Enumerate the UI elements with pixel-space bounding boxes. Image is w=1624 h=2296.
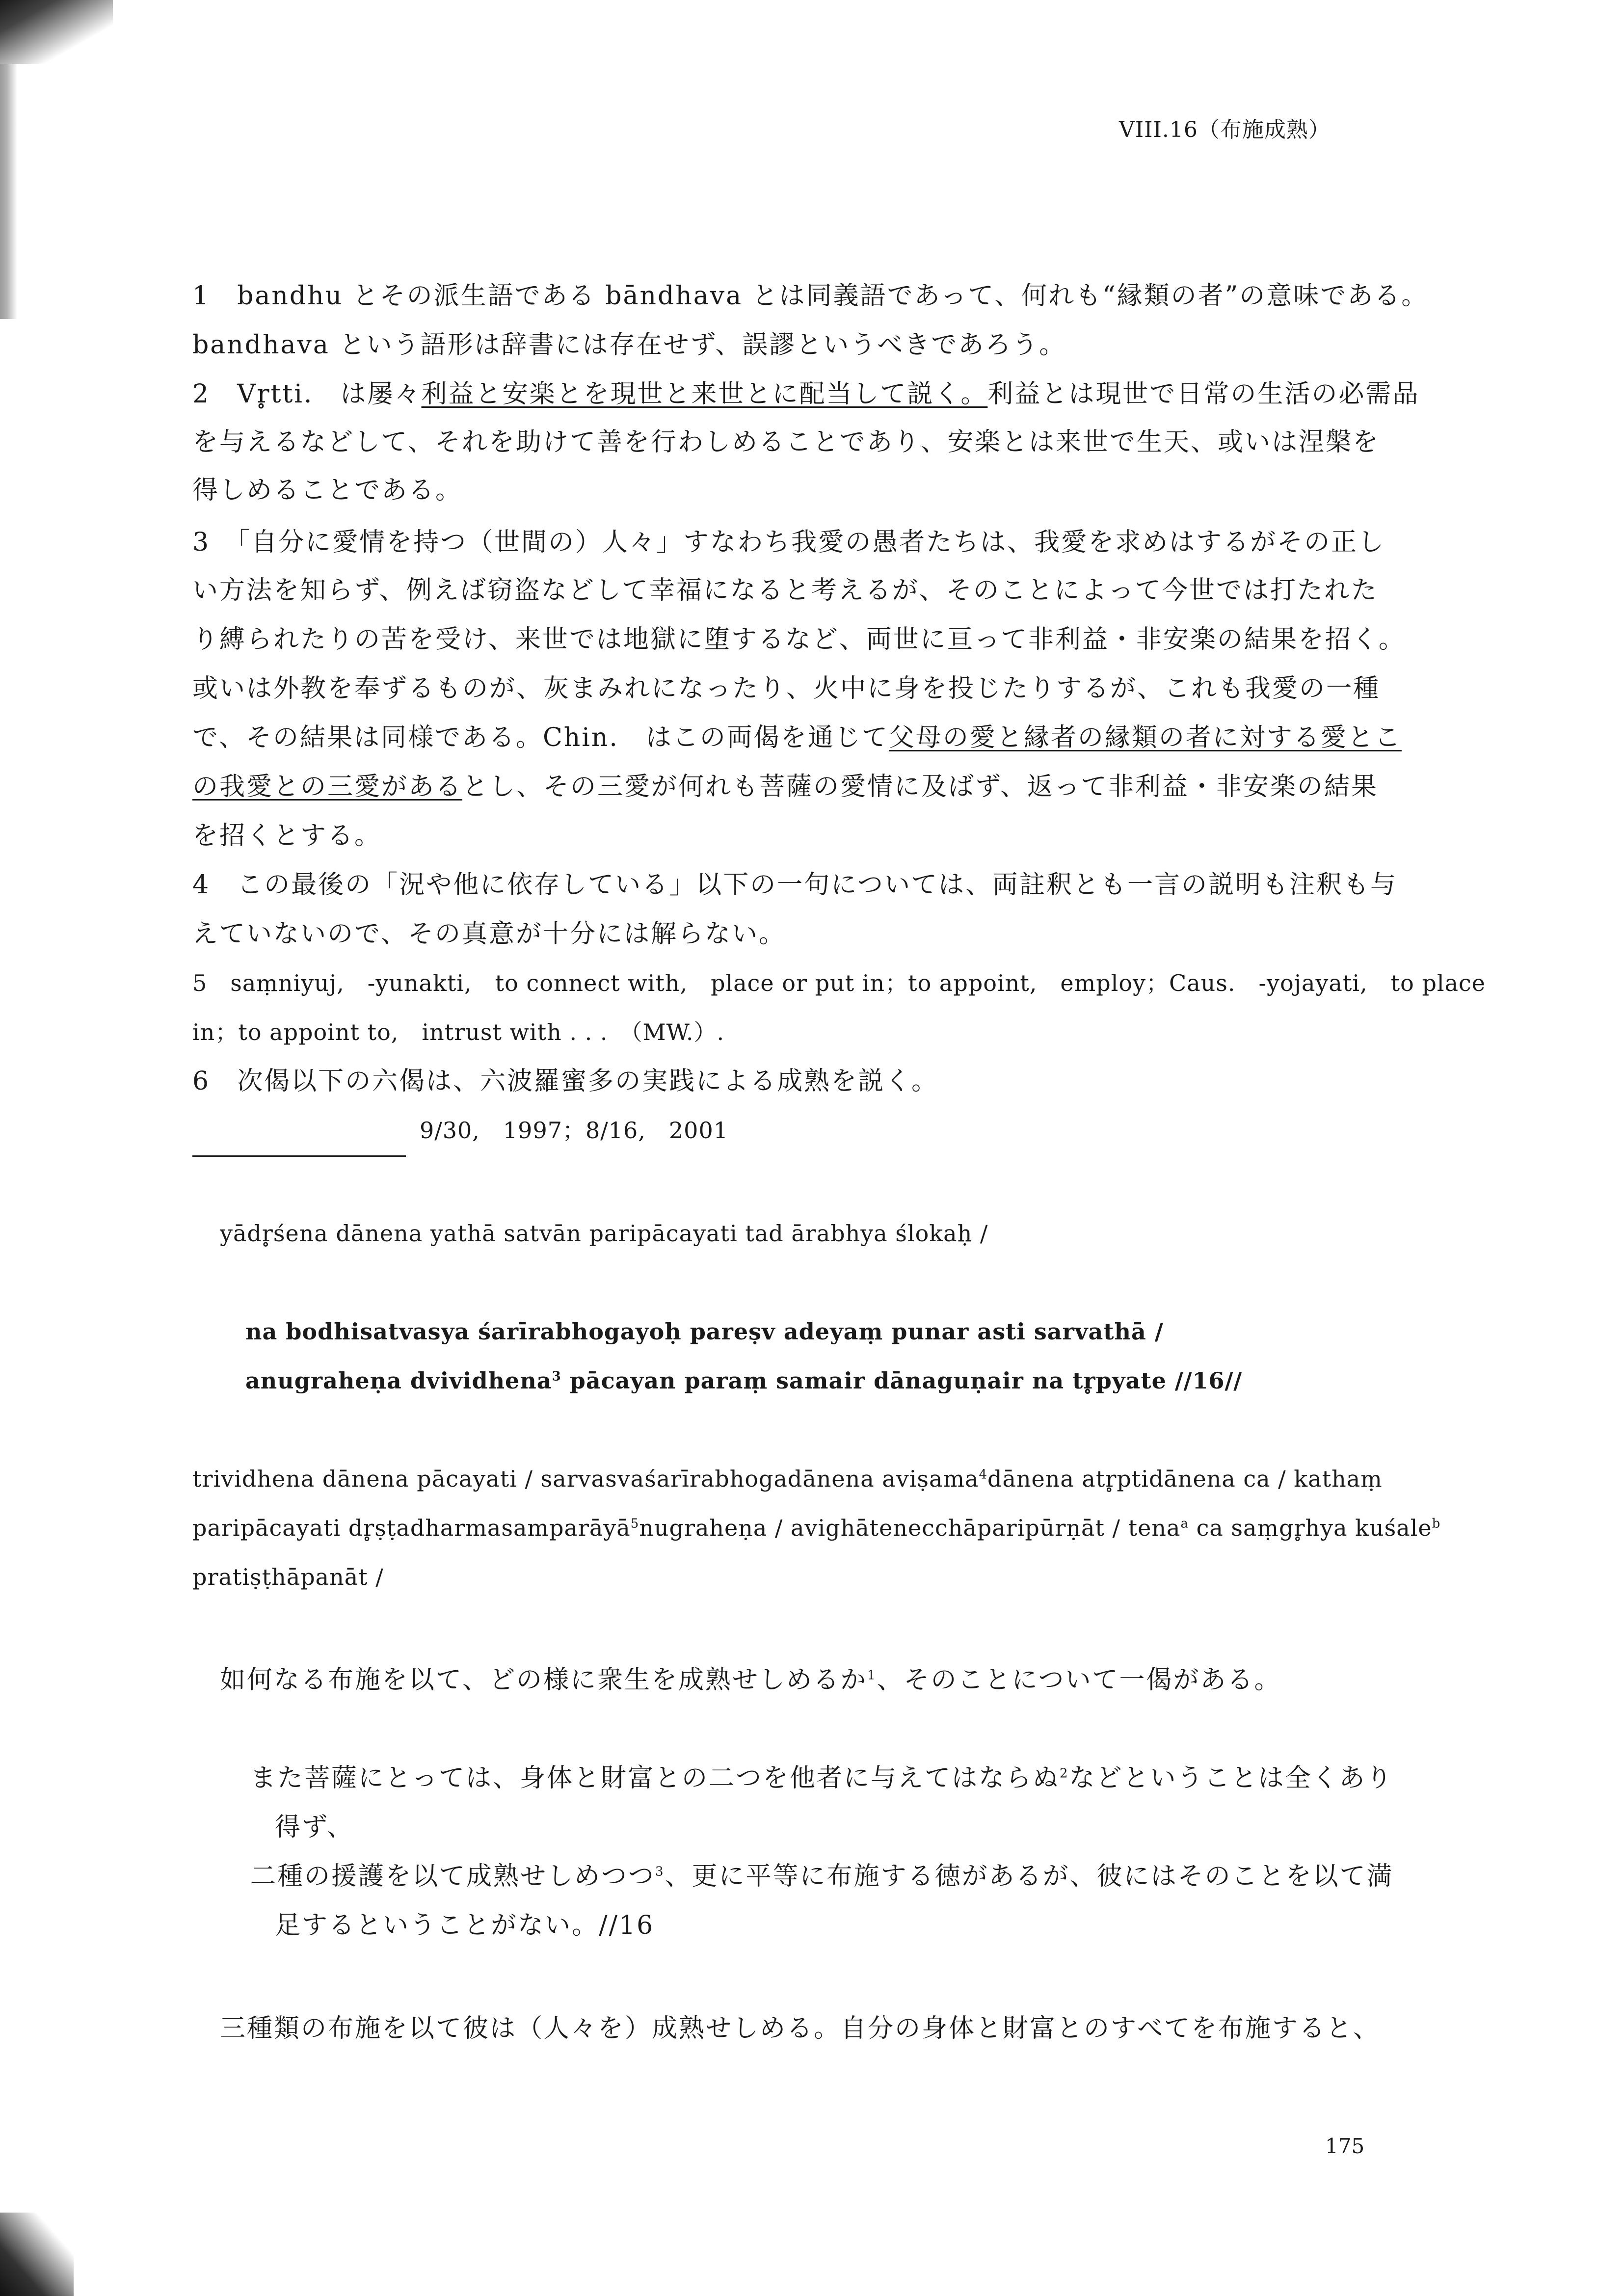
translation-verse-line-1: また菩薩にとっては、身体と財富との二つを他者に与えてはならぬ$^2$などということは全くあり <box>250 1763 1393 1793</box>
scan-shadow-left <box>0 64 17 319</box>
sanskrit-verse-line-2: anugraheṇa dvividhena$^3$ pācayan paraṃ samair dānaguṇair na tr̥pyate //16// <box>245 1367 1243 1394</box>
running-header: VIII.16（布施成熟） <box>1119 117 1331 142</box>
translation-commentary-line-1: 三種類の布施を以て彼は（人々を）成熟せしめる。自分の身体と財富とのすべてを布施すると、 <box>220 2014 1380 2043</box>
note-4-line-1: 4 この最後の「況や他に依存している」以下の一句については、両註釈とも一言の説明も注釈も与 <box>192 870 1398 900</box>
sanskrit-commentary-line-1: trividhena dānena pācayati / sarvasvaśarīrabhogadānena aviṣama$^4$dānena atr̥ptidānena ca / kathaṃ <box>192 1466 1383 1492</box>
sanskrit-verse-line-1: na bodhisatvasya śarīrabhogayoḥ pareṣv adeyaṃ punar asti sarvathā / <box>245 1318 1164 1345</box>
note-3-line-6: の我愛との三愛があるとし、その三愛が何れも菩薩の愛情に及ばず、返って非利益・非安楽の結果 <box>192 772 1378 801</box>
note-2-line-2: を与えるなどして、それを助けて善を行わしめることであり、安楽とは来世で生天、或いは涅槃を <box>192 427 1380 457</box>
note-5-line-1: 5 saṃniyuj, -yunakti, to connect with, place or put in；to appoint, employ；Caus. -yojayati, to place <box>192 970 1486 996</box>
note-5-line-2: in；to appoint to, intrust with . . . （MW.）. <box>192 1019 725 1045</box>
separator-rule <box>192 1155 406 1157</box>
sanskrit-commentary-line-2: paripācayati dr̥ṣṭadharmasamparāyā$^5$nugraheṇa / avighātenecchāparipūrṇāt / tena$^a$ ca saṃgr̥hya kuśale$^b$ <box>192 1515 1441 1541</box>
note-1-line-1: 1 bandhu とその派生語である bāndhava とは同義語であって、何れも“縁類の者”の意味である。 <box>192 281 1429 311</box>
note-3-line-7: を招くとする。 <box>192 821 382 851</box>
note-3-line-5: で、その結果は同様である。Chin. はこの両偈を通じて父母の愛と縁者の縁類の者に対する愛とこ <box>192 723 1402 752</box>
translation-verse-line-2: 得ず、 <box>275 1813 354 1842</box>
note-3-line-3: り縛られたりの苦を受け、来世では地獄に堕するなど、両世に亘って非利益・非安楽の結果を招く。 <box>192 625 1406 654</box>
sanskrit-commentary-line-3: pratiṣṭhāpanāt / <box>192 1564 384 1590</box>
scan-shadow-bottom <box>0 2213 74 2296</box>
note-3-line-1: 3 「自分に愛情を持つ（世間の）人々」すなわち我愛の愚者たちは、我愛を求めはするがその正し <box>192 528 1385 557</box>
translation-verse-line-3: 二種の援護を以て成熟せしめつつ$^3$、更に平等に布施する徳があるが、彼にはそのことを以て満 <box>250 1862 1394 1891</box>
note-2-line-3: 得しめることである。 <box>192 476 463 505</box>
note-3-line-2: い方法を知らず、例えば窃盗などして幸福になると考えるが、そのことによって今世では打たれた <box>192 576 1378 605</box>
note-2-line-1: 2 Vr̥tti. は屡々利益と安楽とを現世と来世とに配当して説く。利益とは現世で日常の生活の必需品 <box>192 379 1420 409</box>
sanskrit-intro: yādr̥śena dānena yathā satvān paripācayati tad ārabhya ślokaḥ / <box>220 1220 988 1247</box>
note-3-line-4: 或いは外教を奉ずるものが、灰まみれになったり、火中に身を投じたりするが、これも我愛の一種 <box>192 674 1381 703</box>
page-number: 175 <box>1325 2134 1365 2158</box>
note-4-line-2: えていないので、その真意が十分には解らない。 <box>192 919 786 949</box>
note-6-line-1: 6 次偈以下の六偈は、六波羅蜜多の実践による成熟を説く。 <box>192 1067 939 1096</box>
scan-shadow-top <box>0 0 113 64</box>
revision-dates: 9/30, 1997；8/16, 2001 <box>420 1117 728 1144</box>
translation-intro: 如何なる布施を以て、どの様に衆生を成熟せしめるか$^1$、そのことについて一偈がある。 <box>220 1665 1281 1695</box>
translation-verse-line-4: 足するということがない。//16 <box>275 1911 655 1940</box>
note-1-line-2: bandhava という語形は辞書には存在せず、誤謬というべきであろう。 <box>192 330 1066 360</box>
